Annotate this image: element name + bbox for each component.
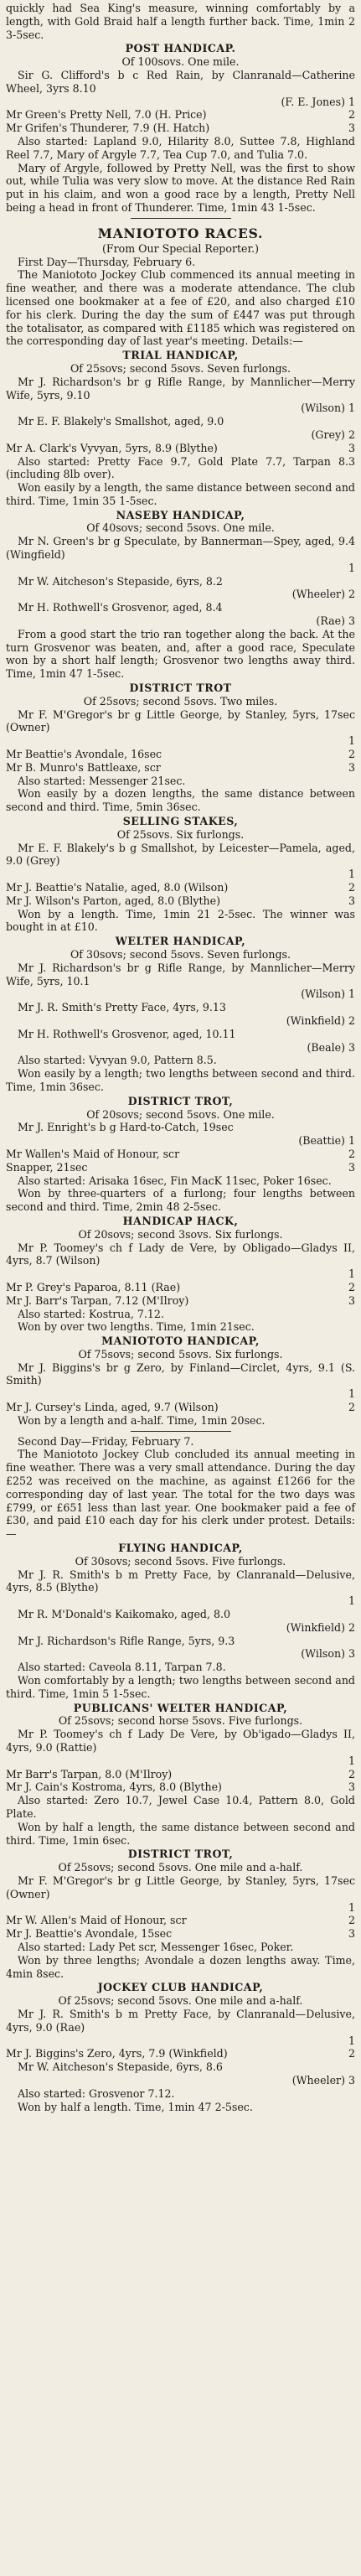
paragraph: Also started: Arisaka 16sec, Fin MacK 11sec, Poker 16sec. <box>18 1174 332 1187</box>
paragraph: Won easily by a length; two lengths between second and third. Time, 1min 36sec. <box>6 1067 355 1093</box>
paragraph: Also started: Caveola 8.11, Tarpan 7.8. <box>18 1661 226 1674</box>
paragraph: Won easily by a length, the same distance between second and third. Time, 1min 35 1-5sec. <box>6 481 355 507</box>
result-entry <box>6 748 355 761</box>
race-heading: DISTRICT TROT, <box>127 1848 234 1861</box>
race-conditions: Of 40sovs; second 5sovs. One mile. <box>86 521 275 535</box>
paragraph: Mr P. Toomey's ch f Lady de Vere, by Obligado—Gladys II, 4yrs, 8.7 (Wilson) <box>6 1241 355 1267</box>
race-conditions: Of 25sovs; second 5sovs. One mile and a-half. <box>58 1994 303 2008</box>
result-placing: (Grey) 2 <box>311 428 355 441</box>
result-placing: (Wilson) 3 <box>301 1647 355 1661</box>
race-heading: DISTRICT TROT <box>129 682 232 695</box>
paragraph: Mr E. F. Blakely's b g Smallshot, by Leicester—Pamela, aged, 9.0 (Grey) <box>6 841 355 868</box>
race-heading: WELTER HANDICAP, <box>115 935 246 948</box>
paragraph: Also started: Kostrua, 7.12. <box>18 1307 164 1320</box>
result-entry <box>6 108 355 122</box>
result-entry <box>6 614 355 628</box>
result-placing: 3 <box>348 1780 355 1794</box>
race-conditions: Of 20sovs; second 3sovs. Six furlongs. <box>78 1227 283 1241</box>
result-horse: Mr P. Grey's Paparoa, 8.11 (Rae) <box>6 1280 181 1293</box>
result-placing: 1 <box>348 1594 355 1608</box>
result-entry <box>6 1281 355 1294</box>
paragraph: Also started: Zero 10.7, Jewel Case 10.4, Pattern 8.0, Gold Plate. <box>6 1794 355 1820</box>
race-heading: MANIOTOTO HANDICAP, <box>101 1335 260 1348</box>
result-horse: Snapper, 21sec <box>6 1160 88 1174</box>
result-placing: (Wilson) 1 <box>301 987 355 1001</box>
paragraph: Mr J. R. Smith's Pretty Face, 4yrs, 9.13 <box>18 1001 226 1014</box>
paragraph: Also started: Vyvyan 9.0, Pattern 8.5. <box>18 1054 217 1067</box>
result-placing: (Winkfield) 2 <box>286 1013 355 1027</box>
paragraph: Mr F. M'Gregor's br g Little George, by Stanley, 5yrs, 17sec (Owner) <box>6 707 355 734</box>
result-placing: 1 <box>348 868 355 881</box>
result-placing: 2 <box>348 1147 355 1160</box>
paragraph: Second Day—Friday, February 7. <box>18 1434 194 1448</box>
race-heading: FLYING HANDICAP, <box>118 1542 243 1555</box>
result-entry <box>6 868 355 881</box>
paragraph: Mr N. Green's br g Speculate, by Bannerman—Spey, aged, 9.4 (Wingfield) <box>6 535 355 562</box>
paragraph: Mr W. Aitcheson's Stepaside, 6yrs, 8.6 <box>18 2060 223 2074</box>
paragraph: Also started: Messenger 21sec. <box>18 774 186 787</box>
paragraph: Won by a length and a-half. Time, 1min 20sec. <box>18 1413 266 1427</box>
paragraph: Sir G. Clifford's b c Red Rain, by Clanranald—Catherine Wheel, 3yrs 8.10 <box>6 68 355 95</box>
race-conditions: (From Our Special Reporter.) <box>101 241 260 255</box>
result-horse: Mr J. Biggins's Zero, 4yrs, 7.9 (Winkfield) <box>6 2047 228 2060</box>
result-entry <box>6 588 355 601</box>
result-placing: 3 <box>348 1927 355 1941</box>
paragraph: Won comfortably by a length; two lengths between second and third. Time, 1min 5 1-5sec. <box>6 1674 355 1700</box>
result-entry <box>6 1294 355 1308</box>
section-divider <box>131 1431 231 1432</box>
result-horse: Mr J. Wilson's Parton, aged, 8.0 (Blythe) <box>6 894 221 907</box>
result-horse: Mr Grifen's Thunderer, 7.9 (H. Hatch) <box>6 122 210 135</box>
result-horse: Mr J. Beattie's Avondale, 15sec <box>6 1927 173 1941</box>
paragraph: Mr J. Enright's b g Hard-to-Catch, 19sec <box>18 1121 234 1134</box>
paragraph: quickly had Sea King's measure, winning comfortably by a length, with Gold Braid half a length further back. Time, 1min 2 3-5sec. <box>6 2 355 41</box>
paragraph: Mr J. Richardson's br g Rifle Range, by Mannlicher—Merry Wife, 5yrs, 10.1 <box>6 961 355 987</box>
result-placing: 1 <box>348 2034 355 2047</box>
result-entry <box>6 1041 355 1055</box>
result-entry <box>6 1927 355 1941</box>
result-entry <box>6 1161 355 1174</box>
race-heading: POST HANDICAP. <box>125 42 236 55</box>
paragraph: Won by a length. Time, 1min 21 2-5sec. The winner was bought in at £10. <box>6 907 355 934</box>
result-placing: 1 <box>348 734 355 748</box>
result-placing: (Wheeler) 3 <box>291 2073 355 2086</box>
race-conditions: Of 30sovs; second 5sovs. Five furlongs. <box>75 1554 286 1568</box>
result-placing: 3 <box>348 1293 355 1307</box>
race-heading: NASEBY HANDICAP, <box>116 508 245 521</box>
race-heading: SELLING STAKES, <box>122 815 239 828</box>
paragraph: Mr J. R. Smith's b m Pretty Face, by Clanranald—Delusive, 4yrs, 9.0 (Rae) <box>6 2007 355 2034</box>
result-entry <box>6 987 355 1001</box>
paragraph: Mr J. Richardson's Rifle Range, 5yrs, 9.3 <box>18 1634 235 1647</box>
result-entry <box>6 1401 355 1414</box>
result-entry <box>6 402 355 415</box>
race-heading: TRIAL HANDICAP, <box>122 349 239 362</box>
result-placing: 2 <box>348 1767 355 1780</box>
race-heading: HANDICAP HACK, <box>122 1214 239 1227</box>
paragraph: Won by three-quarters of a furlong; four lengths between second and third. Time, 2min 48 2-5sec. <box>6 1187 355 1214</box>
result-horse: Mr W. Allen's Maid of Honour, scr <box>6 1914 187 1927</box>
result-placing: 3 <box>348 760 355 774</box>
paragraph: Also started: Lapland 9.0, Hilarity 8.0, Suttee 7.8, Highland Reel 7.7, Mary of Argyle 7.7, Tea Cup 7.0, and Tulia 7.0. <box>6 134 355 161</box>
paragraph: Also started: Pretty Face 9.7, Gold Plate 7.7, Tarpan 8.3 (including 8lb over). <box>6 454 355 481</box>
race-heading: PUBLICANS' WELTER HANDICAP, <box>73 1701 288 1714</box>
race-conditions: Of 25sovs. Six furlongs. <box>116 827 245 841</box>
result-placing: 1 <box>348 1900 355 1914</box>
result-placing: 3 <box>348 894 355 907</box>
result-placing: 2 <box>348 1914 355 1927</box>
paragraph: Won by half a length. Time, 1min 47 2-5sec. <box>18 2100 253 2113</box>
result-placing: (Wheeler) 2 <box>291 588 355 601</box>
result-entry <box>6 1768 355 1781</box>
result-placing: 1 <box>348 1387 355 1401</box>
meeting-heading: MANIOTOTO RACES. <box>97 225 264 241</box>
result-entry <box>6 1387 355 1401</box>
race-heading: DISTRICT TROT, <box>127 1094 234 1107</box>
result-horse: Mr J. Barr's Tarpan, 7.12 (M'Ilroy) <box>6 1293 189 1307</box>
race-conditions: Of 30sovs; second 5sovs. Seven furlongs. <box>70 947 291 961</box>
result-placing: 2 <box>348 1401 355 1414</box>
race-conditions: Of 100sovs. One mile. <box>121 55 240 69</box>
result-entry <box>6 761 355 775</box>
paragraph: Mr E. F. Blakely's Smallshot, aged, 9.0 <box>18 415 224 428</box>
result-entry <box>6 1014 355 1028</box>
result-entry <box>6 428 355 442</box>
paragraph: Mr J. R. Smith's b m Pretty Face, by Clanranald—Delusive, 4yrs, 8.5 (Blythe) <box>6 1568 355 1594</box>
paragraph: Won easily by a dozen lengths, the same distance between second and third. Time, 5min 36sec. <box>6 787 355 814</box>
result-entry <box>6 1780 355 1794</box>
race-conditions: Of 25sovs; second 5sovs. Two miles. <box>83 694 278 707</box>
result-entry <box>6 881 355 894</box>
result-placing: 3 <box>348 1160 355 1174</box>
result-placing: (Winkfield) 2 <box>286 1620 355 1634</box>
paragraph: Won by half a length, the same distance between second and third. Time, 1min 6sec. <box>6 1820 355 1847</box>
paragraph: First Day—Thursday, February 6. <box>18 255 196 268</box>
result-entry <box>6 1148 355 1161</box>
result-horse: Mr J. Cain's Kostroma, 4yrs, 8.0 (Blythe) <box>6 1780 222 1794</box>
result-placing: 3 <box>348 122 355 135</box>
paragraph: Mary of Argyle, followed by Pretty Nell, was the first to show out, while Tulia was very slow to move. At the distance Red Rain put in his claim, and won a good race by a length, Pretty Nell being a head in front of Thunderer. Time, 1min 43 1-5sec. <box>6 161 355 214</box>
race-conditions: Of 25sovs; second 5sovs. One mile and a-half. <box>58 1861 303 1874</box>
paragraph: The Maniototo Jockey Club commenced its annual meeting in fine weather, and there was a moderate attendance. The club licensed one bookmaker at a fee of £20, and also charged £10 for his clerk. During the day the sum of £447 was put through the totalisator, as compared with £1185 which was registered on the corresponding day of last year's meeting. Details:— <box>6 268 355 348</box>
paragraph: Mr H. Rothwell's Grosvenor, aged, 8.4 <box>18 601 223 614</box>
result-placing: 2 <box>348 748 355 761</box>
result-horse: Mr A. Clark's Vyvyan, 5yrs, 8.9 (Blythe) <box>6 441 218 454</box>
paragraph: Mr R. M'Donald's Kaikomako, aged, 8.0 <box>18 1608 231 1621</box>
result-entry <box>6 2034 355 2048</box>
result-placing: 2 <box>348 881 355 894</box>
result-entry <box>6 562 355 575</box>
result-entry <box>6 1621 355 1635</box>
result-placing: 2 <box>348 108 355 122</box>
paragraph: Also started: Grosvenor 7.12. <box>18 2086 175 2100</box>
result-horse: Mr Wallen's Maid of Honour, scr <box>6 1147 180 1160</box>
result-entry <box>6 1754 355 1768</box>
result-placing: 2 <box>348 2047 355 2060</box>
result-entry <box>6 1914 355 1927</box>
result-entry <box>6 96 355 109</box>
result-entry <box>6 734 355 748</box>
result-entry <box>6 1901 355 1915</box>
paragraph: From a good start the trio ran together along the back. At the turn Grosvenor was beaten, and, after a good race, Speculate won by a short half length; Grosvenor two lengths away third. Time, 1min 47 1-5sec. <box>6 627 355 681</box>
result-horse: Mr Barr's Tarpan, 8.0 (M'Ilroy) <box>6 1767 173 1780</box>
result-entry <box>6 1267 355 1281</box>
result-entry <box>6 2074 355 2087</box>
paragraph: The Maniototo Jockey Club concluded its annual meeting in fine weather. There was a very small attendance. During the day £252 was received on the machine, as against £1266 for the corresponding day of last year. The total for the two days was £799, or £651 less than last year. One bookmaker paid a fee of £30, and paid £10 each day for his clerk under protest. Details:— <box>6 1448 355 1541</box>
paragraph: Also started: Lady Pet scr, Messenger 16sec, Poker. <box>18 1940 294 1953</box>
section-divider <box>131 218 231 219</box>
result-placing: (F. E. Jones) 1 <box>281 95 355 108</box>
result-placing: (Beale) 3 <box>307 1040 355 1054</box>
paragraph: Mr H. Rothwell's Grosvenor, aged, 10.11 <box>18 1027 236 1040</box>
result-placing: (Rae) 3 <box>316 614 355 628</box>
paragraph: Mr J. Biggins's br g Zero, by Finland—Circlet, 4yrs, 9.1 (S. Smith) <box>6 1361 355 1387</box>
result-entry <box>6 1594 355 1608</box>
result-placing: 3 <box>348 441 355 454</box>
result-entry <box>6 2047 355 2060</box>
race-conditions: Of 25sovs; second 5sovs. Seven furlongs. <box>70 361 291 375</box>
result-placing: 2 <box>348 1280 355 1293</box>
paragraph: Mr F. M'Gregor's br g Little George, by Stanley, 5yrs, 17sec (Owner) <box>6 1874 355 1900</box>
result-placing: 1 <box>348 561 355 574</box>
result-entry <box>6 894 355 908</box>
result-placing: (Wilson) 1 <box>301 402 355 415</box>
result-placing: 1 <box>348 1754 355 1767</box>
result-horse: Mr B. Munro's Battleaxe, scr <box>6 760 161 774</box>
race-conditions: Of 75sovs; second 5sovs. Six furlongs. <box>78 1347 283 1361</box>
race-conditions: Of 25sovs; second horse 5sovs. Five furlongs. <box>58 1714 303 1728</box>
result-entry <box>6 1647 355 1661</box>
result-placing: (Beattie) 1 <box>298 1134 355 1148</box>
race-conditions: Of 20sovs; second 5sovs. One mile. <box>86 1107 275 1121</box>
paragraph: Mr P. Toomey's ch f Lady De Vere, by Ob'igado—Gladys II, 4yrs, 9.0 (Rattie) <box>6 1728 355 1754</box>
paragraph: Won by three lengths; Avondale a dozen lengths away. Time, 4min 8sec. <box>6 1953 355 1980</box>
paragraph: Won by over two lengths. Time, 1min 21sec. <box>18 1320 255 1334</box>
result-placing: 1 <box>348 1267 355 1281</box>
result-entry <box>6 1134 355 1148</box>
paragraph: Mr W. Aitcheson's Stepaside, 6yrs, 8.2 <box>18 574 223 588</box>
result-horse: Mr J. Beattie's Natalie, aged, 8.0 (Wilson) <box>6 881 229 894</box>
result-entry <box>6 442 355 455</box>
result-horse: Mr Beattie's Avondale, 16sec <box>6 748 162 761</box>
result-horse: Mr Green's Pretty Nell, 7.0 (H. Price) <box>6 108 207 122</box>
race-heading: JOCKEY CLUB HANDICAP, <box>97 1981 264 1994</box>
result-entry <box>6 122 355 135</box>
paragraph: Mr J. Richardson's br g Rifle Range, by Mannlicher—Merry Wife, 5yrs, 9.10 <box>6 375 355 402</box>
result-horse: Mr J. Cursey's Linda, aged, 9.7 (Wilson) <box>6 1401 219 1414</box>
